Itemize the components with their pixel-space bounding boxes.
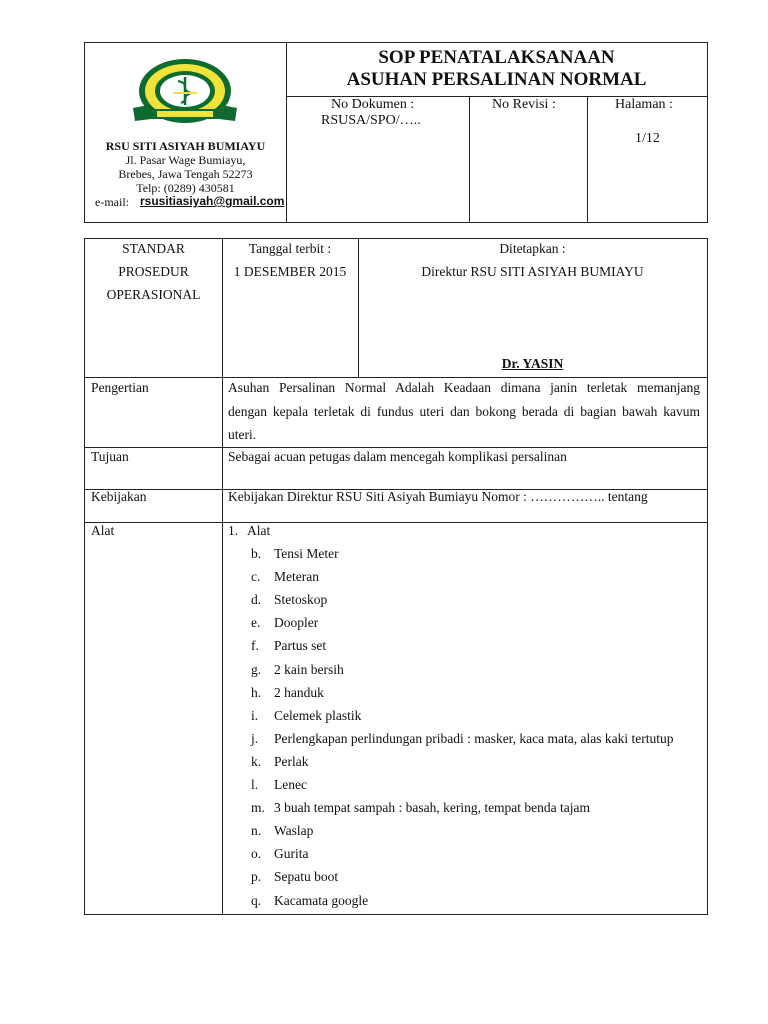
tanggal-terbit-value: 1 DESEMBER 2015 — [233, 264, 347, 279]
alat-item-marker: i. — [251, 707, 259, 723]
halaman-value: 1/12 — [635, 131, 660, 146]
hospital-logo — [129, 53, 241, 133]
pengertian-line-2: dengan kepala terletak di fundus uteri dan bokong berada di bagian bawah kavum — [228, 403, 700, 419]
alat-item: Lenec — [274, 777, 307, 792]
no-dokumen-label: No Dokumen : — [331, 97, 415, 112]
kebijakan-label: Kebijakan — [91, 489, 147, 504]
email-label: e-mail: — [95, 195, 129, 209]
alat-item-marker: p. — [251, 869, 262, 885]
alat-heading-number: 1. — [228, 523, 239, 538]
address-line-2: Brebes, Jawa Tengah 52273 — [118, 167, 253, 181]
alat-item-marker: f. — [251, 638, 259, 654]
halaman-label: Halaman : — [615, 97, 673, 112]
pengertian-label: Pengertian — [91, 380, 149, 395]
email-link[interactable]: rsusitiasiyah@gmail.com — [140, 194, 285, 208]
alat-item: Kacamata google — [274, 892, 369, 908]
alat-item-marker: m. — [251, 800, 265, 816]
alat-item-marker: q. — [251, 892, 262, 908]
alat-label: Alat — [91, 523, 115, 538]
alat-item: Waslap — [274, 823, 314, 839]
alat-item-marker: k. — [251, 753, 262, 769]
alat-item: Stetoskop — [274, 592, 328, 608]
ditetapkan-value: Direktur RSU SITI ASIYAH BUMIAYU — [421, 264, 644, 279]
pengertian-line-1: Asuhan Persalinan Normal Adalah Keadaan dimana janin terletak memanjang — [228, 380, 700, 395]
document-title: SOP PENATALAKSANAAN — [378, 47, 615, 68]
alat-item: Gurita — [274, 846, 309, 862]
alat-item: Sepatu boot — [274, 869, 339, 885]
tujuan-text: Sebagai acuan petugas dalam mencegah komplikasi persalinan — [228, 449, 567, 464]
sop-label-line-1: STANDAR — [122, 241, 185, 256]
sop-label-line-2: PROSEDUR — [118, 264, 189, 279]
document-header — [84, 42, 708, 223]
alat-item-marker: n. — [251, 823, 262, 839]
document-subtitle: ASUHAN PERSALINAN NORMAL — [346, 69, 647, 90]
sop-table — [84, 238, 708, 915]
alat-item: Partus set — [274, 638, 327, 654]
alat-item: 3 buah tempat sampah : basah, kering, tempat benda tajam — [274, 800, 591, 816]
alat-item: Perlengkapan perlindungan pribadi : masker, kaca mata, alas kaki tertutup — [274, 730, 674, 746]
alat-item: Celemek plastik — [274, 707, 362, 723]
no-revisi-label: No Revisi : — [492, 97, 556, 112]
alat-item-marker: g. — [251, 661, 262, 677]
alat-item: Meteran — [274, 569, 319, 585]
alat-item-marker: e. — [251, 615, 261, 631]
tujuan-label: Tujuan — [91, 449, 129, 464]
alat-item-marker: l. — [251, 777, 259, 792]
pengertian-text — [228, 376, 700, 447]
alat-item-marker: h. — [251, 684, 262, 700]
alat-item: 2 handuk — [274, 684, 324, 700]
ditetapkan-label: Ditetapkan : — [499, 241, 566, 256]
phone-line: Telp: (0289) 430581 — [136, 181, 235, 195]
address-line-1: Jl. Pasar Wage Bumiayu, — [125, 153, 246, 167]
no-dokumen-value: RSUSA/SPO/….. — [321, 113, 421, 128]
alat-item-marker: d. — [251, 592, 262, 608]
alat-item-marker: o. — [251, 846, 262, 862]
alat-heading: Alat — [247, 523, 271, 538]
alat-item-marker: j. — [251, 730, 259, 746]
hospital-name: RSU SITI ASIYAH BUMIAYU — [105, 139, 266, 153]
sop-label-line-3: OPERASIONAL — [106, 287, 201, 302]
alat-item: Perlak — [274, 753, 309, 769]
alat-item: 2 kain bersih — [274, 661, 344, 677]
alat-item: Tensi Meter — [274, 546, 339, 561]
tanggal-terbit-label: Tanggal terbit : — [248, 241, 332, 256]
alat-item-marker: b. — [251, 546, 262, 561]
alat-item-marker: c. — [251, 569, 261, 585]
signatory-name: Dr. YASIN — [501, 356, 564, 371]
alat-item: Doopler — [274, 615, 319, 631]
pengertian-line-3: uteri. — [228, 427, 257, 442]
kebijakan-text: Kebijakan Direktur RSU Siti Asiyah Bumiayu Nomor : …………….. tentang — [228, 489, 648, 504]
